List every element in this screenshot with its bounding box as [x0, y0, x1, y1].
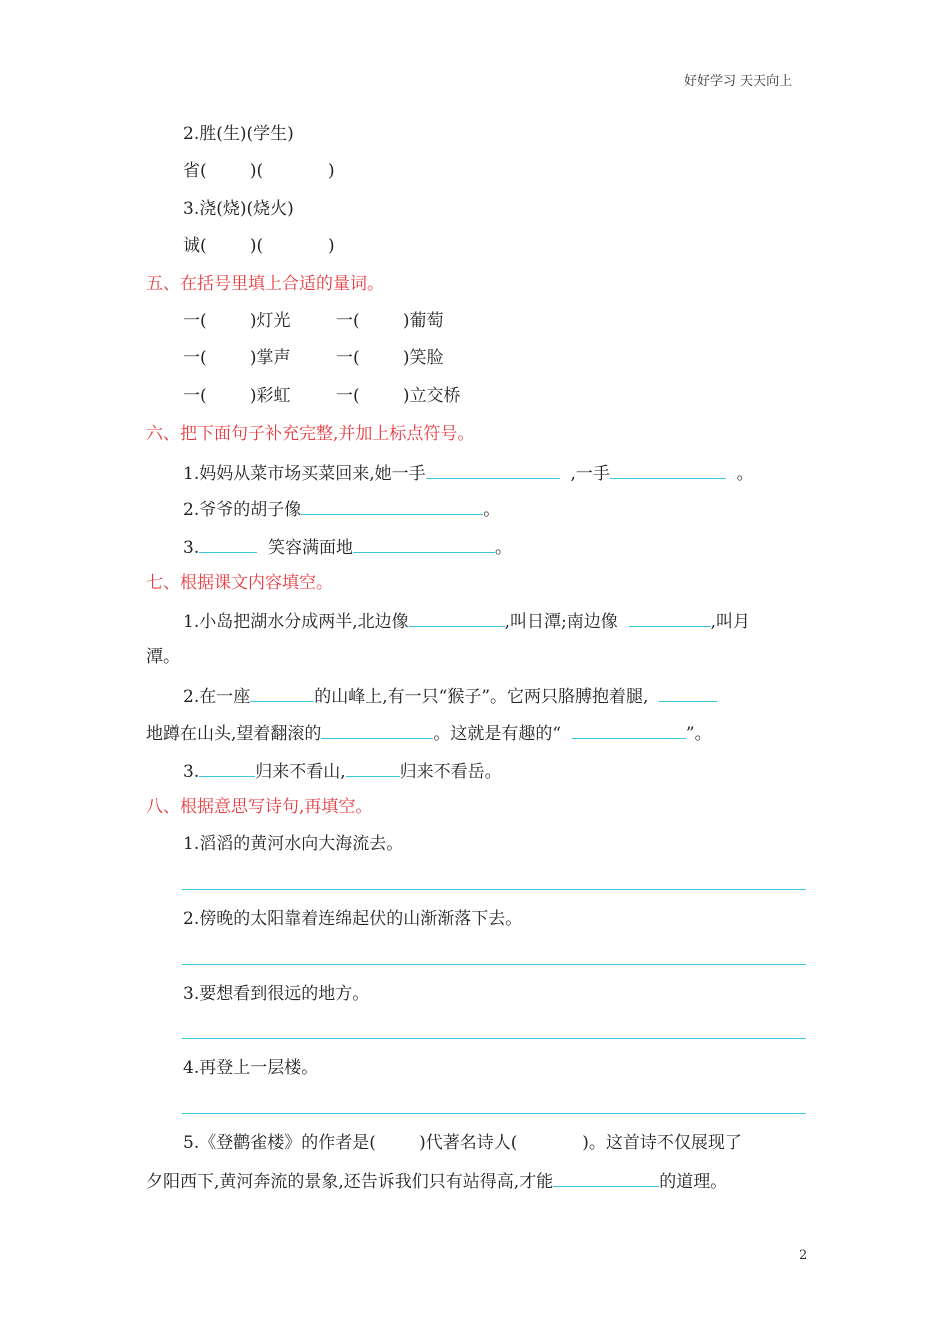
section-5-title: 五、在括号里填上合适的量词。 — [146, 274, 384, 294]
answer-blank[interactable] — [610, 460, 726, 479]
page-number: 2 — [799, 1248, 808, 1263]
sentence-1-text-c: 。 — [736, 464, 754, 484]
answer-blank[interactable] — [629, 608, 711, 627]
poem-prompt-4: 4.再登上一层楼。 — [183, 1058, 319, 1078]
answer-blank[interactable] — [346, 758, 400, 777]
poem-q5-text-c: 的道理。 — [659, 1172, 728, 1192]
poem-question-5-line-2 — [146, 1168, 727, 1194]
header-motto: 好好学习 天天向上 — [684, 74, 793, 89]
sentence-1-text-a: 1.妈妈从菜市场买菜回来,她一手 — [183, 464, 426, 484]
fill-2-line-2 — [146, 720, 712, 746]
item-3-line-a: 3.浇(烧)(烧火) — [183, 199, 294, 219]
item-2-line-a: 2.胜(生)(学生) — [183, 124, 294, 144]
poem-question-5-line-1: 5.《登鹳雀楼》的作者是( )代著名诗人( )。这首诗不仅展现了 — [183, 1133, 742, 1153]
poem-q5-text-b: 夕阳西下,黄河奔流的景象,还告诉我们只有站得高,才能 — [146, 1172, 554, 1192]
item-3-line-b: 诚( )( ) — [183, 236, 335, 256]
fill-1-text-c: ,叫月 — [710, 612, 750, 632]
fill-2-text-b: 的山峰上,有一只“猴子”。它两只胳膊抱着腿, — [314, 687, 649, 707]
fill-3 — [183, 758, 502, 784]
fill-1-line-2: 潭。 — [146, 647, 180, 667]
measure-word-item: 一( )葡萄 — [336, 311, 444, 331]
fill-1-text-b: ,叫日潭;南边像 — [504, 612, 618, 632]
fill-3-text-c: 归来不看岳。 — [399, 762, 502, 782]
section-6-title: 六、把下面句子补充完整,并加上标点符号。 — [146, 424, 475, 444]
fill-1-line-1 — [183, 608, 750, 634]
answer-blank[interactable] — [250, 683, 314, 702]
measure-word-item: 一( )掌声 — [183, 348, 291, 368]
sentence-2 — [183, 496, 500, 522]
answer-blank[interactable] — [199, 758, 255, 777]
poem-prompt-3: 3.要想看到很远的地方。 — [183, 984, 370, 1004]
measure-word-item: 一( )灯光 — [183, 311, 291, 331]
sentence-2-text-a: 2.爷爷的胡子像 — [183, 500, 302, 520]
sentence-2-text-b: 。 — [483, 500, 501, 520]
answer-blank[interactable] — [301, 496, 483, 515]
fill-2-text-d: 。这就是有趣的“ — [433, 724, 562, 744]
measure-word-item: 一( )彩虹 — [183, 386, 291, 406]
section-7-title: 七、根据课文内容填空。 — [146, 573, 333, 593]
fill-3-text-a: 3. — [183, 762, 200, 782]
writing-line[interactable] — [182, 1038, 806, 1039]
writing-line[interactable] — [182, 889, 806, 890]
answer-blank[interactable] — [572, 720, 686, 739]
measure-word-item: 一( )笑脸 — [336, 348, 444, 368]
fill-2-text-e: ”。 — [685, 724, 712, 744]
sentence-3-text-a: 3. — [183, 538, 200, 558]
writing-line[interactable] — [182, 964, 806, 965]
poem-prompt-1: 1.滔滔的黄河水向大海流去。 — [183, 834, 404, 854]
poem-prompt-2: 2.傍晚的太阳靠着连绵起伏的山渐渐落下去。 — [183, 909, 523, 929]
fill-2-text-a: 2.在一座 — [183, 687, 251, 707]
sentence-3 — [183, 534, 512, 560]
sentence-3-text-c: 。 — [495, 538, 513, 558]
measure-word-item: 一( )立交桥 — [336, 386, 461, 406]
answer-blank[interactable] — [553, 1168, 659, 1187]
fill-2-line-1 — [183, 683, 717, 709]
fill-2-text-c: 地蹲在山头,望着翻滚的 — [146, 724, 322, 744]
sentence-1 — [183, 460, 754, 486]
answer-blank[interactable] — [409, 608, 505, 627]
answer-blank[interactable] — [353, 534, 495, 553]
writing-line[interactable] — [182, 1113, 806, 1114]
answer-blank[interactable] — [321, 720, 433, 739]
sentence-1-text-b: ,一手 — [570, 464, 610, 484]
sentence-3-text-b: 笑容满面地 — [268, 538, 354, 558]
answer-blank[interactable] — [426, 460, 560, 479]
section-8-title: 八、根据意思写诗句,再填空。 — [146, 797, 373, 817]
answer-blank[interactable] — [659, 683, 717, 702]
fill-1-text-a: 1.小岛把湖水分成两半,北边像 — [183, 612, 409, 632]
item-2-line-b: 省( )( ) — [183, 161, 335, 181]
answer-blank[interactable] — [199, 534, 257, 553]
fill-3-text-b: 归来不看山, — [255, 762, 346, 782]
